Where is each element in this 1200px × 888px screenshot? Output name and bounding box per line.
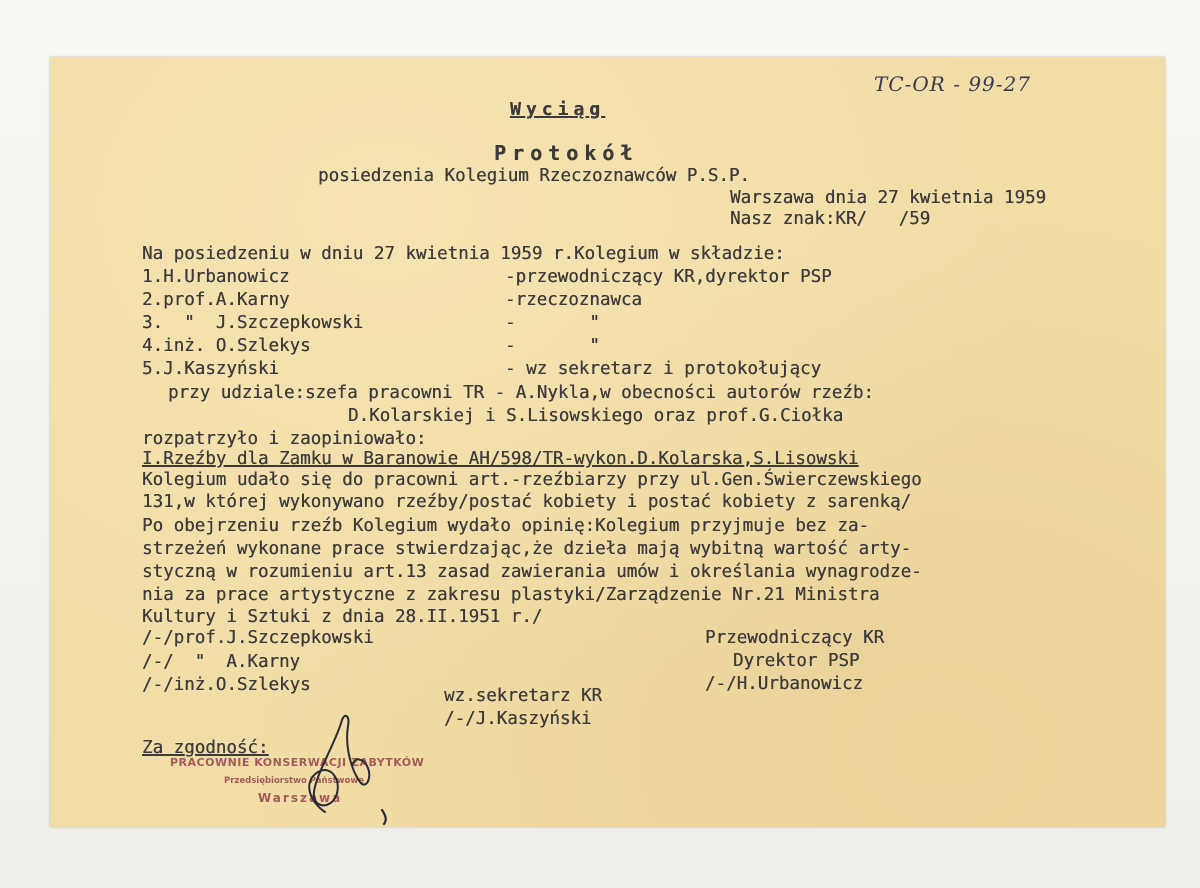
signature-line: /-/prof.J.Szczepkowski	[142, 628, 374, 648]
member-name: 4.inż. O.Szlekys	[142, 336, 311, 356]
paragraph-line: nia za prace artystyczne z zakresu plastyki/Zarządzenie Nr.21 Ministra	[142, 585, 880, 605]
paragraph-line: styczną w rozumieniu art.13 zasad zawierania umów i określania wynagrodze-	[142, 562, 922, 582]
place-date: Warszawa dnia 27 kwietnia 1959	[730, 188, 1047, 208]
paragraph-line: Kultury i Sztuki z dnia 28.II.1951 r./	[142, 607, 543, 627]
presence-line: D.Kolarskiej i S.Lisowskiego oraz prof.G.Ciołka	[348, 406, 844, 426]
document-subtitle: posiedzenia Kolegium Rzeczoznawców P.S.P.	[318, 166, 750, 186]
archive-handwritten-note: TC-OR - 99-27	[874, 72, 1031, 96]
stamp-line: PRACOWNIE KONSERWACJI ZABYTKÓW	[170, 756, 425, 769]
secretary-signature: /-/J.Kaszyński	[444, 709, 592, 729]
conformity-label: Za zgodność:	[142, 738, 269, 758]
meeting-intro: Na posiedzeniu w dniu 27 kwietnia 1959 r.Kolegium w składzie:	[142, 244, 785, 264]
paragraph-line: strzeżeń wykonane prace stwierdzając,że dzieła mają wybitną wartość arty-	[142, 539, 912, 559]
member-role: - "	[505, 313, 600, 333]
chair-signature: /-/H.Urbanowicz	[705, 674, 864, 694]
member-role: - "	[505, 336, 600, 356]
signature-line: /-/inż.O.Szlekys	[142, 675, 311, 695]
considered-label: rozpatrzyło i zaopiniowało:	[142, 429, 427, 449]
paragraph-line: 131,w której wykonywano rzeźby/postać kobiety i postać kobiety z sarenką/	[142, 492, 912, 512]
stamp-line: Warszawa	[258, 791, 343, 805]
member-name: 2.prof.A.Karny	[142, 290, 290, 310]
paragraph-line: Kolegium udało się do pracowni art.-rzeźbiarzy przy ul.Gen.Świerczewskiego	[142, 470, 922, 490]
extract-label: Wyciąg	[510, 99, 606, 120]
secretary-title: wz.sekretarz KR	[444, 686, 603, 706]
handwritten-signature	[290, 712, 440, 832]
member-role: -przewodniczący KR,dyrektor PSP	[505, 267, 832, 287]
member-name: 3. " J.Szczepkowski	[142, 313, 364, 333]
chair-title: Przewodniczący KR	[705, 628, 885, 648]
agenda-item: I.Rzeźby dla Zamku w Baranowie AH/598/TR-wykon.D.Kolarska,S.Lisowski	[142, 449, 859, 469]
member-name: 5.J.Kaszyński	[142, 359, 279, 379]
member-role: - wz sekretarz i protokołujący	[505, 359, 822, 379]
presence-line: przy udziale:szefa pracowni TR - A.Nykla,w obecności autorów rzeźb:	[168, 383, 874, 403]
member-name: 1.H.Urbanowicz	[142, 267, 290, 287]
reference-number: Nasz znak:KR/ /59	[730, 209, 931, 229]
paragraph-line: Po obejrzeniu rzeźb Kolegium wydało opinię:Kolegium przyjmuje bez za-	[142, 516, 869, 536]
director-title: Dyrektor PSP	[733, 651, 860, 671]
document-title: Protokół	[494, 141, 639, 165]
stamp-line: Przedsiębiorstwo Państwowe	[224, 776, 364, 786]
member-role: -rzeczoznawca	[505, 290, 642, 310]
signature-line: /-/ " A.Karny	[142, 652, 301, 672]
